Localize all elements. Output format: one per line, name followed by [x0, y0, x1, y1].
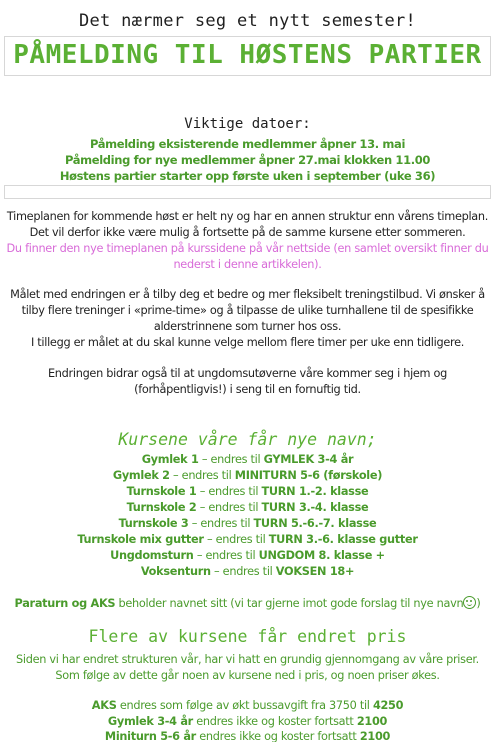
price-item — [0, 729, 495, 742]
new-name: TURN 5.-6.-7. klasse — [253, 517, 377, 530]
date-item: Påmelding for nye medlemmer åpner 27.mai klokken 11.00 — [64, 153, 431, 167]
goal-paragraph: I tillegg er målet at du skal kunne velge mellom flere timer per uke enn tidligere. — [30, 336, 465, 349]
old-name: Turnskole mix gutter — [77, 533, 204, 546]
rename-item — [0, 516, 495, 532]
new-name: UNGDOM 8. klasse + — [258, 549, 385, 562]
rename-connector: – endres til — [193, 549, 259, 562]
price-course: AKS — [91, 699, 117, 712]
keep-names-text: beholder navnet sitt (vi tar gjerne imot gode forslag til nye navn — [115, 597, 464, 610]
old-name: Turnskole 2 — [126, 501, 197, 514]
intro-line: Timeplanen for kommende høst er helt ny og har en annen struktur enn vårens timeplan. — [6, 210, 489, 223]
price-text: endres som følge av økt bussavgift fra 3750 til — [116, 699, 373, 712]
rename-item — [0, 452, 495, 468]
new-name: GYMLEK 3-4 år — [263, 453, 354, 466]
keep-names-courses: Paraturn og AKS — [14, 597, 116, 610]
rename-connector: – endres til — [203, 533, 269, 546]
old-name: Turnskole 3 — [118, 517, 189, 530]
rename-connector: – endres til — [196, 485, 262, 498]
old-name: Gymlek 2 — [112, 469, 170, 482]
old-name: Voksenturn — [140, 565, 211, 578]
price-course: Miniturn 5-6 år — [104, 730, 196, 742]
rename-item — [0, 532, 495, 548]
rename-connector: – endres til — [210, 565, 276, 578]
rename-connector: – endres til — [188, 517, 254, 530]
prices-intro-line: Siden vi har endret strukturen vår, har vi hatt en grundig gjennomgang av våre priser. — [16, 653, 479, 666]
price-text: endres ikke og koster fortsatt — [195, 730, 360, 742]
rename-item — [0, 468, 495, 484]
rename-connector: – endres til — [169, 469, 235, 482]
rename-connector: – endres til — [198, 453, 264, 466]
keep-names-end: ) — [476, 597, 481, 610]
price-value: 2100 — [356, 715, 388, 728]
new-name: TURN 3.-4. klasse — [261, 501, 369, 514]
price-course: Gymlek 3-4 år — [107, 715, 193, 728]
date-item: Påmelding eksisterende medlemmer åpner 13. mai — [89, 137, 406, 151]
new-name: TURN 3.-6. klasse gutter — [268, 533, 418, 546]
old-name: Turnskole 1 — [126, 485, 197, 498]
old-name: Ungdomsturn — [110, 549, 194, 562]
price-value: 2100 — [359, 730, 391, 742]
rename-connector: – endres til — [196, 501, 262, 514]
prices-intro-line: Som følge av dette går noen av kursene ned i pris, og noen priser økes. — [55, 669, 440, 682]
price-value: 4250 — [372, 699, 404, 712]
timetable-link-text[interactable]: Du finner den nye timeplanen på kurssidene på vår nettside (en samlet oversikt finner du nederst i denne artikkelen). — [6, 242, 489, 271]
price-text: endres ikke og koster fortsatt — [192, 715, 357, 728]
smiling-face-icon — [463, 596, 476, 609]
date-item: Høstens partier starter opp første uken i september (uke 36) — [59, 169, 436, 183]
goal-paragraph: Målet med endringen er å tilby deg et bedre og mer fleksibelt treningstilbud. Vi ønsker å tilby flere treninger i «prime-time» og å tilpasse de ulike turnhallene til de spesifikke alderstrinnene som turner hos oss. — [10, 288, 485, 333]
intro-line: Det vil derfor ikke være mulig å fortsette på de samme kursene etter sommeren. — [29, 226, 466, 239]
new-name: MINITURN 5-6 (førskole) — [234, 469, 383, 482]
dates-heading: Viktige datoer: — [184, 116, 311, 132]
price-item — [0, 714, 495, 730]
rename-item — [0, 548, 495, 564]
empty-text-frame — [4, 185, 491, 199]
header-subtitle: Det nærmer seg et nytt semester! — [78, 11, 417, 31]
rename-item — [0, 484, 495, 500]
page-title: PÅMELDING TIL HØSTENS PARTIER — [13, 40, 482, 70]
new-name: VOKSEN 18+ — [275, 565, 355, 578]
keep-names-note — [0, 596, 495, 612]
rename-item — [0, 564, 495, 580]
rename-item — [0, 500, 495, 516]
old-name: Gymlek 1 — [141, 453, 199, 466]
price-item — [0, 698, 495, 714]
new-name: TURN 1.-2. klasse — [261, 485, 369, 498]
goal-paragraph: Endringen bidrar også til at ungdomsutøverne våre kommer seg i hjem og (forhåpentligvis!) i seng til en fornuftig tid. — [47, 367, 448, 396]
prices-heading: Flere av kursene får endret pris — [88, 627, 407, 646]
renames-heading: Kursene våre får nye navn; — [118, 430, 377, 449]
